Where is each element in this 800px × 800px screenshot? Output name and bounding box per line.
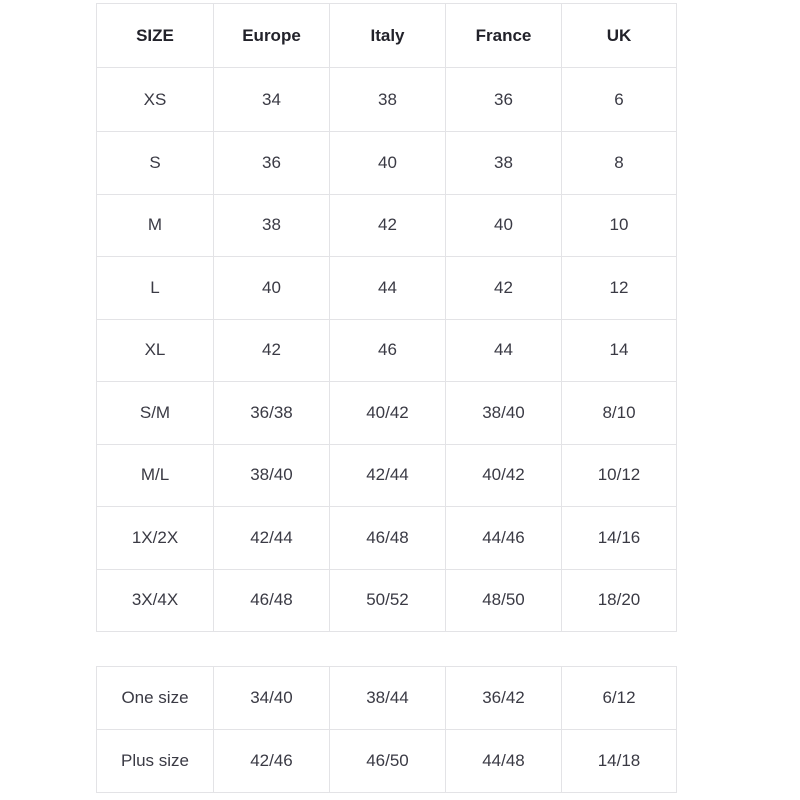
cell-europe: 40 — [214, 257, 330, 320]
cell-uk: 14 — [562, 319, 677, 382]
cell-uk: 8 — [562, 132, 677, 195]
cell-france: 38 — [446, 132, 562, 195]
cell-italy: 44 — [330, 257, 446, 320]
secondary-table-body — [97, 667, 677, 793]
row-label: XS — [97, 68, 214, 132]
cell-uk: 12 — [562, 257, 677, 320]
table-row — [97, 507, 677, 570]
cell-france: 44/48 — [446, 730, 562, 793]
table-row — [97, 194, 677, 257]
cell-france: 36/42 — [446, 667, 562, 730]
cell-italy: 40/42 — [330, 382, 446, 445]
row-label-one-size: One size — [97, 667, 214, 730]
cell-italy: 50/52 — [330, 569, 446, 632]
cell-france: 40 — [446, 194, 562, 257]
table-row — [97, 68, 677, 132]
cell-italy: 40 — [330, 132, 446, 195]
cell-europe: 42/44 — [214, 507, 330, 570]
table-row — [97, 257, 677, 320]
cell-uk: 8/10 — [562, 382, 677, 445]
table-row — [97, 132, 677, 195]
cell-france: 42 — [446, 257, 562, 320]
cell-france: 48/50 — [446, 569, 562, 632]
cell-italy: 38/44 — [330, 667, 446, 730]
cell-italy: 46/48 — [330, 507, 446, 570]
table-row — [97, 730, 677, 793]
cell-europe: 42/46 — [214, 730, 330, 793]
cell-uk: 6/12 — [562, 667, 677, 730]
cell-uk: 14/16 — [562, 507, 677, 570]
row-label: M/L — [97, 444, 214, 507]
cell-france: 36 — [446, 68, 562, 132]
main-table-header — [97, 4, 677, 68]
row-label: 3X/4X — [97, 569, 214, 632]
row-label: M — [97, 194, 214, 257]
column-header-europe: Europe — [214, 4, 330, 68]
cell-europe: 38 — [214, 194, 330, 257]
cell-europe: 34 — [214, 68, 330, 132]
main-size-table-container — [96, 3, 676, 632]
column-header-italy: Italy — [330, 4, 446, 68]
column-header-size: SIZE — [97, 4, 214, 68]
cell-france: 44/46 — [446, 507, 562, 570]
column-header-uk: UK — [562, 4, 677, 68]
row-label: S — [97, 132, 214, 195]
cell-uk: 6 — [562, 68, 677, 132]
main-table-body — [97, 68, 677, 632]
cell-europe: 42 — [214, 319, 330, 382]
table-row — [97, 382, 677, 445]
cell-italy: 46 — [330, 319, 446, 382]
cell-europe: 38/40 — [214, 444, 330, 507]
row-label: S/M — [97, 382, 214, 445]
cell-italy: 42/44 — [330, 444, 446, 507]
secondary-size-table — [96, 666, 677, 793]
cell-france: 38/40 — [446, 382, 562, 445]
cell-europe: 36/38 — [214, 382, 330, 445]
cell-europe: 46/48 — [214, 569, 330, 632]
column-header-france: France — [446, 4, 562, 68]
table-row — [97, 319, 677, 382]
table-header-row — [97, 4, 677, 68]
cell-france: 40/42 — [446, 444, 562, 507]
cell-uk: 10 — [562, 194, 677, 257]
row-label: XL — [97, 319, 214, 382]
row-label: 1X/2X — [97, 507, 214, 570]
table-row — [97, 667, 677, 730]
cell-europe: 34/40 — [214, 667, 330, 730]
table-row — [97, 444, 677, 507]
cell-europe: 36 — [214, 132, 330, 195]
cell-italy: 42 — [330, 194, 446, 257]
main-size-table — [96, 3, 677, 632]
cell-italy: 38 — [330, 68, 446, 132]
secondary-size-table-container — [96, 666, 676, 793]
cell-uk: 14/18 — [562, 730, 677, 793]
cell-italy: 46/50 — [330, 730, 446, 793]
table-row — [97, 569, 677, 632]
row-label-plus-size: Plus size — [97, 730, 214, 793]
row-label: L — [97, 257, 214, 320]
cell-france: 44 — [446, 319, 562, 382]
cell-uk: 18/20 — [562, 569, 677, 632]
cell-uk: 10/12 — [562, 444, 677, 507]
